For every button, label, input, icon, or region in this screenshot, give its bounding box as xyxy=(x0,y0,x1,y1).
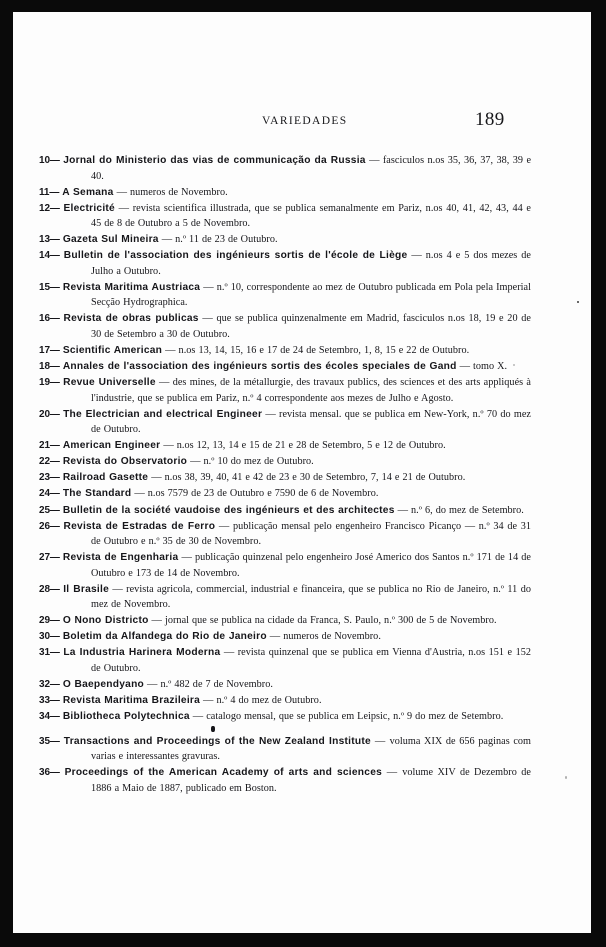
entry-title: Revista de Estradas de Ferro xyxy=(63,520,216,532)
entry-title: Gazeta Sul Mineira xyxy=(62,234,159,246)
entry-description: fasciculos n.os 35, 36, 37, 38, 39 e 40. xyxy=(91,155,532,182)
entry-title: Revue Universelle xyxy=(63,377,156,389)
list-item xyxy=(13,438,591,454)
entry-dash: — xyxy=(114,202,133,214)
entry-number: 12— xyxy=(39,202,60,214)
list-item xyxy=(13,613,591,629)
entry-dash: — xyxy=(370,735,390,747)
entry-description: n.º 4 do mez de Outubro. xyxy=(216,695,322,707)
page-number: 189 xyxy=(475,109,505,130)
entry-number: 24— xyxy=(39,488,60,500)
list-item xyxy=(13,582,591,613)
entry-title: Jornal do Ministerio das vias de communicação da Russia xyxy=(63,155,366,166)
entry-number: 30— xyxy=(39,631,60,643)
scan-speck-icon xyxy=(577,301,579,303)
entry-number: 17— xyxy=(39,345,60,357)
entry-title: Il Brasile xyxy=(63,583,109,595)
entry-number: 35— xyxy=(39,735,60,747)
entry-dash: — xyxy=(131,488,148,500)
list-item xyxy=(13,248,591,279)
list-item xyxy=(13,311,591,342)
entry-description: des mines, de la métallurgie, des travaux publics, des sciences et des arts appliqués à l'industrie, que se publica em Pariz, n.º 4 correspondente aos mezes de Julho e Agosto. xyxy=(91,377,531,404)
entry-number: 22— xyxy=(39,456,60,468)
list-item xyxy=(13,503,591,519)
entry-description: tomo X. xyxy=(472,361,508,373)
entry-title: Revista Maritima Austriaca xyxy=(62,281,201,293)
entry-dash: — xyxy=(113,186,130,198)
entry-dash: — xyxy=(108,583,127,595)
entry-number: 28— xyxy=(39,583,60,595)
entry-description: volume XIV de Dezembro de 1886 a Maio de 1887, publicado em Boston. xyxy=(91,767,531,794)
entry-number: 16— xyxy=(39,313,60,325)
list-item xyxy=(13,734,591,765)
entry-description: jornal que se publica na cidade da Franca, S. Paulo, n.º 300 de 5 de Novembro. xyxy=(164,615,497,627)
entry-dash: — xyxy=(189,711,207,723)
scan-speck-icon xyxy=(565,776,567,779)
entry-title: Bibliotheca Polytechnica xyxy=(62,711,190,723)
entry-description: que se publica quinzenalmente em Madrid, fasciculos n.os 18, 19 e 20 de 30 de Setembro a 30 de Outubro. xyxy=(91,313,531,341)
ink-blot-icon xyxy=(211,726,215,732)
running-head-title: VARIEDADES xyxy=(262,115,348,127)
entry-dash: — xyxy=(198,313,217,325)
entry-description: revista mensal. que se publica em New-York, n.º 70 do mez de Outubro. xyxy=(91,408,531,436)
list-item xyxy=(13,709,591,725)
entry-number: 13— xyxy=(39,234,60,246)
entry-description: n.º 482 de 7 de Novembro. xyxy=(160,679,273,691)
entry-description: n.os 7579 de 23 de Outubro e 7590 de 6 de Novembro. xyxy=(147,488,379,500)
entry-number: 18— xyxy=(39,361,60,373)
entry-dash: — xyxy=(148,615,165,627)
entry-number: 20— xyxy=(39,408,60,420)
entry-number: 15— xyxy=(39,281,60,293)
entry-description: revista scientifica illustrada, que se publica semanalmente em Pariz, n.os 40, 41, 42, 43, 44 e 45 de 8 de Outubro a 5 de Novembro. xyxy=(91,202,532,230)
entry-title: Revista de Engenharia xyxy=(62,552,179,564)
list-item xyxy=(13,677,591,693)
entry-title: Boletim da Alfandega do Rio de Janeiro xyxy=(62,631,267,643)
periodicals-list xyxy=(13,153,591,797)
entry-description: publicação mensal pelo engenheiro Francisco Picanço — n.º 34 de 31 de Outubro e n.º 35 de 30 de Novembro. xyxy=(91,520,531,548)
entry-number: 27— xyxy=(39,552,60,564)
entry-title: American Engineer xyxy=(62,440,161,452)
entry-number: 25— xyxy=(39,504,60,516)
entry-title: Annales de l'association des ingénieurs sortis des écoles speciales de Gand xyxy=(62,361,457,373)
entry-description: voluma XIX de 656 paginas com varias e interessantes gravuras. xyxy=(91,735,532,763)
entry-number: 19— xyxy=(39,377,60,389)
entry-title: The Electrician and electrical Engineer xyxy=(63,408,263,420)
entry-title: Revista Maritima Brazileira xyxy=(62,695,201,707)
list-item xyxy=(13,280,591,311)
entry-number: 14— xyxy=(39,250,60,262)
entry-dash: — xyxy=(266,631,284,643)
entry-dash: — xyxy=(407,250,426,262)
entry-dash: — xyxy=(160,440,177,452)
entry-dash: — xyxy=(394,504,412,516)
entry-dash: — xyxy=(220,647,238,659)
list-item xyxy=(13,765,591,796)
entry-title: Bulletin de l'association des ingénieurs sortis de l'école de Liège xyxy=(63,250,408,262)
list-item xyxy=(13,645,591,676)
list-item xyxy=(13,454,591,470)
page-content xyxy=(13,12,591,933)
entry-description: n.os 4 e 5 dos mezes de Julho a Outubro. xyxy=(91,250,531,277)
entry-dash: — xyxy=(178,552,195,564)
entry-title: La Industria Harinera Moderna xyxy=(63,647,221,659)
entry-number: 33— xyxy=(39,695,60,707)
list-item xyxy=(13,470,591,486)
list-item xyxy=(13,550,591,581)
list-item xyxy=(13,629,591,645)
entry-description: n.os 12, 13, 14 e 15 de 21 e 28 de Setembro, 5 e 12 de Outubro. xyxy=(176,440,446,452)
entry-description: numeros de Novembro. xyxy=(283,631,381,643)
entry-dash: — xyxy=(200,281,217,293)
entry-title: A Semana xyxy=(62,186,114,198)
page-paper xyxy=(13,12,591,933)
entry-description: numeros de Novembro. xyxy=(129,186,228,198)
entry-description: publicação quinzenal pelo engenheiro José Americo dos Santos n.º 171 de 14 de Outubro e 173 de 14 de Novembro. xyxy=(91,552,532,579)
entry-title: Bulletin de la société vaudoise des ingénieurs et des architectes xyxy=(62,504,395,516)
entry-dash: — xyxy=(365,155,383,166)
entry-description: n.os 13, 14, 15, 16 e 17 de 24 de Setembro, 1, 8, 15 e 22 de Outubro. xyxy=(178,345,470,357)
entry-number: 29— xyxy=(39,615,60,627)
entry-number: 11— xyxy=(39,186,60,198)
entry-dash: — xyxy=(162,345,179,357)
entry-description: n.º 6, do mez de Setembro. xyxy=(411,504,524,516)
entry-description: n.º 11 de 23 de Outubro. xyxy=(175,234,278,246)
entry-title: Scientific American xyxy=(62,345,163,357)
entry-number: 26— xyxy=(39,520,60,532)
list-item xyxy=(13,375,591,406)
entry-dash: — xyxy=(144,679,161,691)
entry-number: 31— xyxy=(39,647,60,659)
list-item xyxy=(13,232,591,248)
entry-description: n.º 10, correspondente ao mez de Outubro publicada em Pola pela Imperial Secção Hydrographica. xyxy=(91,281,532,309)
entry-title: Transactions and Proceedings of the New Zealand Institute xyxy=(63,735,371,747)
entry-dash: — xyxy=(187,456,204,468)
entry-title: Railroad Gasette xyxy=(62,472,149,484)
entry-number: 34— xyxy=(39,711,60,723)
entry-number: 32— xyxy=(39,679,60,691)
list-item xyxy=(13,343,591,359)
entry-number: 23— xyxy=(39,472,60,484)
entry-title: O Nono Districto xyxy=(62,615,149,627)
entry-description: catalogo mensal, que se publica em Leipsic, n.º 9 do mez de Setembro. xyxy=(206,711,504,723)
list-item xyxy=(13,407,591,438)
list-item xyxy=(13,359,591,375)
entry-description: n.º 10 do mez de Outubro. xyxy=(203,456,314,468)
list-item xyxy=(13,693,591,709)
entry-dash: — xyxy=(262,408,279,420)
entry-dash: — xyxy=(200,695,217,707)
list-item xyxy=(13,153,591,184)
entry-description: revista quinzenal que se publica em Vienna d'Austria, n.os 151 e 152 de Outubro. xyxy=(91,647,532,674)
entry-dash: — xyxy=(456,361,473,373)
entry-dash: — xyxy=(155,377,173,389)
entry-title: Revista de obras publicas xyxy=(63,313,199,325)
list-item xyxy=(13,519,591,550)
entry-dash: — xyxy=(148,472,165,484)
list-item xyxy=(13,486,591,502)
entry-number: 36— xyxy=(39,767,60,779)
entry-dash: — xyxy=(382,767,403,779)
entry-dash: — xyxy=(215,520,233,532)
entry-title: Proceedings of the American Academy of arts and sciences xyxy=(64,767,383,779)
entry-dash: — xyxy=(158,234,176,246)
entry-title: Revista do Observatorio xyxy=(62,456,188,468)
running-head xyxy=(13,109,591,141)
entry-description: n.os 38, 39, 40, 41 e 42 de 23 e 30 de Setembro, 7, 14 e 21 de Outubro. xyxy=(164,472,466,484)
entry-title: Electricité xyxy=(63,202,115,214)
entry-number: 21— xyxy=(39,440,60,452)
entry-description: revista agricola, commercial, industrial e financeira, que se publica no Rio de Janeiro, n.º 11 do mez de Novembro. xyxy=(91,583,531,611)
scan-speck-icon xyxy=(513,364,515,366)
entry-title: The Standard xyxy=(62,488,132,500)
list-item xyxy=(13,201,591,232)
list-item xyxy=(13,185,591,201)
entry-number: 10— xyxy=(39,155,60,166)
entry-title: O Baependyano xyxy=(62,679,145,691)
